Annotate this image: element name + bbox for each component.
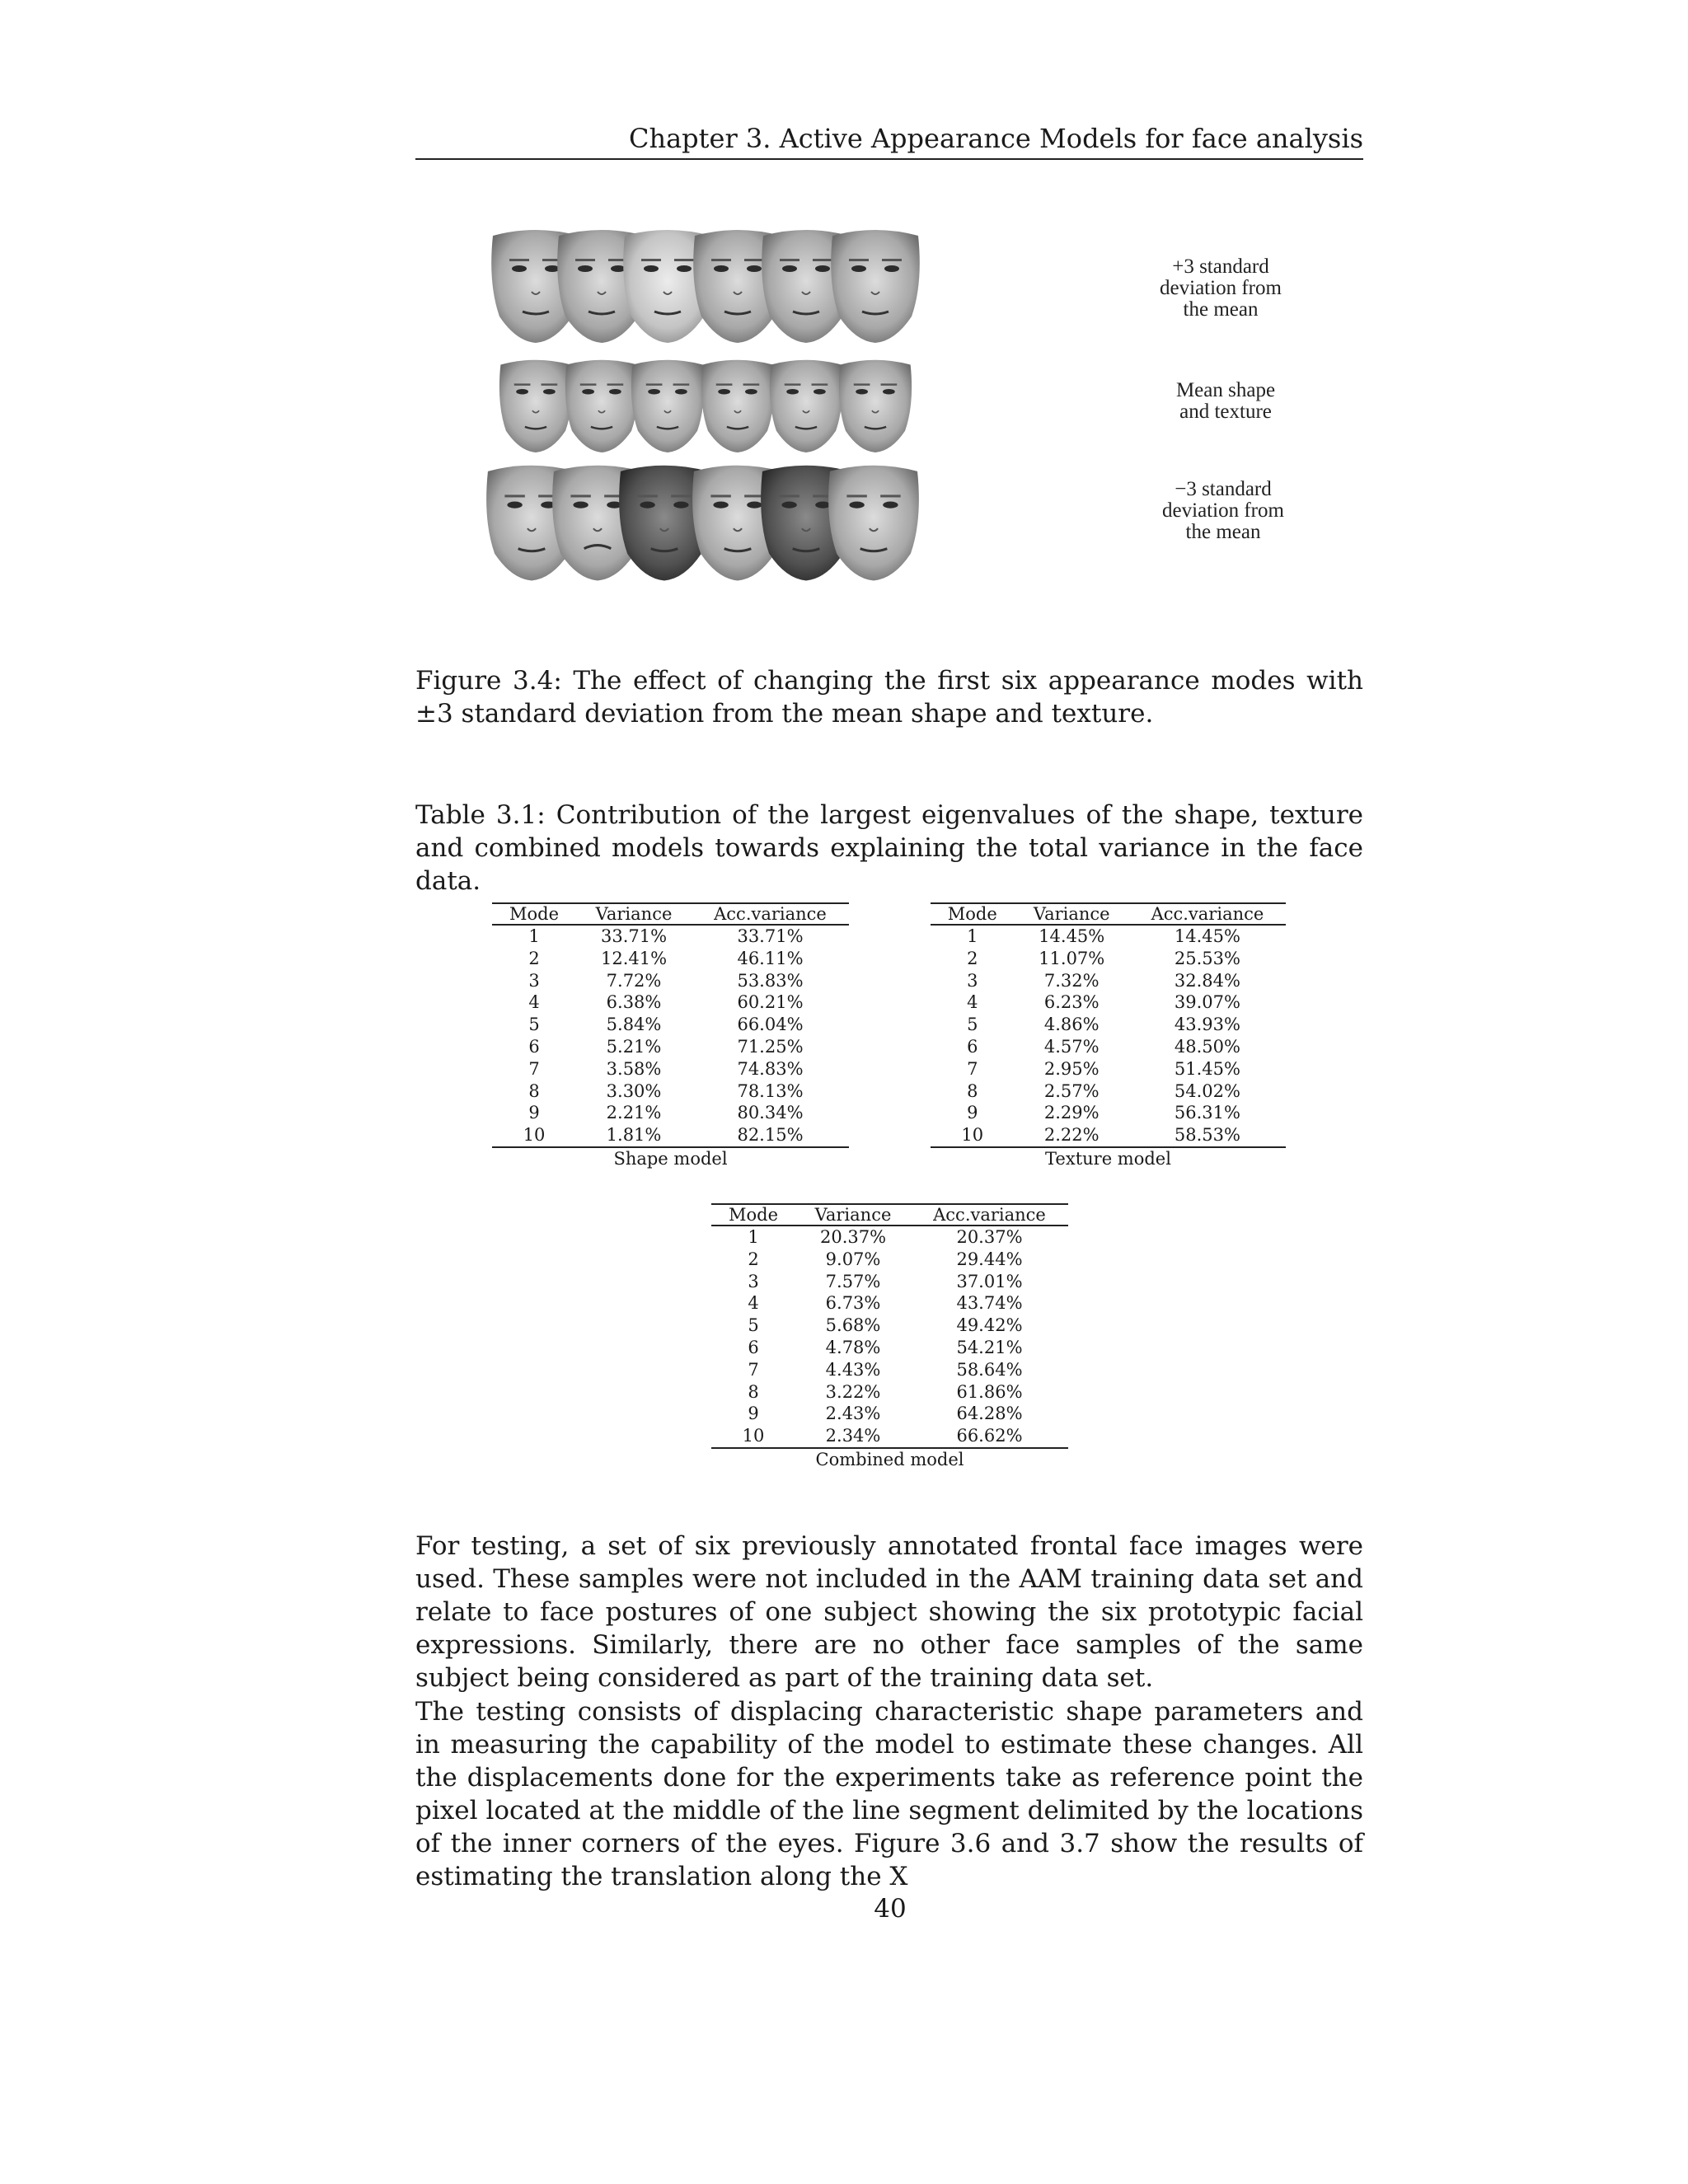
face-mean-1 xyxy=(499,360,572,452)
table-cell: 14.45% xyxy=(1174,926,1240,946)
row-label-plus3 xyxy=(1160,255,1282,321)
table-cell: 6 xyxy=(748,1337,759,1357)
table-cell: 39.07% xyxy=(1174,992,1240,1013)
svg-text:the mean: the mean xyxy=(1185,521,1261,543)
table-row xyxy=(492,1124,849,1147)
table-row xyxy=(931,948,1286,970)
body-paragraph: The testing consists of displacing characteristic shape parameters and in measuring the capability of the model to estimate these changes. All the displacements done for the experiments take as reference point the pixel located at the middle of the line segment delimited by the locations of the inner corners of the eyes. Figure 3.6 and 3.7 show the results of estimating the translation along the X xyxy=(415,1697,1363,1891)
table-cell: 56.31% xyxy=(1174,1103,1240,1123)
table-cell: 8 xyxy=(528,1080,540,1101)
table-cell: 7 xyxy=(528,1058,540,1079)
table-cell: 2.34% xyxy=(795,1425,911,1448)
table-row xyxy=(931,1102,1286,1124)
table-cell: 10 xyxy=(492,1124,576,1147)
table-cell: 4 xyxy=(748,1293,759,1314)
table-cell: 61.86% xyxy=(956,1381,1023,1402)
table-row xyxy=(931,925,1286,948)
table-row xyxy=(711,1425,1068,1448)
table-cell: 4.43% xyxy=(825,1359,881,1380)
table-cell: 1 xyxy=(528,926,540,946)
table-cell: 3.22% xyxy=(825,1381,881,1402)
column-header: Mode xyxy=(492,903,576,925)
table-cell: 12.41% xyxy=(600,948,668,968)
table-cell: 2.43% xyxy=(825,1404,881,1424)
table-cell: 74.83% xyxy=(737,1058,804,1079)
table-cell: 7.32% xyxy=(1043,970,1100,991)
table-cell: 8 xyxy=(967,1080,978,1101)
table-cell: 6.23% xyxy=(1043,992,1100,1013)
column-header: Acc.variance xyxy=(1129,903,1286,925)
table-cell: 3 xyxy=(748,1271,759,1291)
table-row xyxy=(711,1359,1068,1381)
table-cell: 7 xyxy=(748,1359,759,1380)
table-cell: 20.37% xyxy=(956,1227,1023,1247)
svg-text:deviation from: deviation from xyxy=(1160,277,1282,299)
column-header: Variance xyxy=(1015,903,1129,925)
table-cell: 2 xyxy=(528,948,540,968)
table-cell: 7.57% xyxy=(825,1271,881,1291)
combined-model-table xyxy=(711,1203,1068,1470)
table-cell: 5.84% xyxy=(606,1015,662,1035)
table-cell: 25.53% xyxy=(1174,948,1240,968)
face-mean-2 xyxy=(565,360,638,452)
table-cell: 33.71% xyxy=(737,926,804,946)
table-cell: 4 xyxy=(967,992,978,1013)
table-cell: 10 xyxy=(931,1124,1015,1147)
table-cell: 2.21% xyxy=(606,1103,662,1123)
shape-model-caption: Shape model xyxy=(613,1148,728,1169)
column-header: Mode xyxy=(931,903,1015,925)
row-label-minus3 xyxy=(1162,478,1284,543)
running-title: Chapter 3. Active Appearance Models for face analysis xyxy=(415,122,1363,160)
table-cell: 2 xyxy=(967,948,978,968)
table-cell: 6.38% xyxy=(606,992,662,1013)
table-cell: 71.25% xyxy=(737,1036,804,1057)
table-row xyxy=(931,1124,1286,1147)
svg-text:−3 standard: −3 standard xyxy=(1175,478,1272,500)
table-cell: 33.71% xyxy=(600,926,668,946)
table-row xyxy=(711,1337,1068,1359)
figure-caption: Figure 3.4: The effect of changing the first six appearance modes with ±3 standard deviation from the mean shape and texture. xyxy=(415,666,1363,729)
table-cell: 7 xyxy=(967,1058,978,1079)
column-header: Acc.variance xyxy=(911,1204,1068,1226)
table-row xyxy=(492,991,849,1014)
page-number: 40 xyxy=(874,1894,907,1924)
table-cell: 5 xyxy=(748,1315,759,1336)
table-cell: 4.86% xyxy=(1043,1015,1100,1035)
table-cell: 1 xyxy=(748,1227,759,1247)
table-cell: 4.57% xyxy=(1043,1036,1100,1057)
svg-text:+3 standard: +3 standard xyxy=(1172,255,1269,278)
table-cell: 64.28% xyxy=(956,1404,1023,1424)
table-row xyxy=(711,1292,1068,1315)
table-cell: 9 xyxy=(967,1103,978,1123)
table-cell: 49.42% xyxy=(956,1315,1023,1336)
face-mean-5 xyxy=(770,360,842,452)
table-cell: 43.93% xyxy=(1174,1015,1240,1035)
table-cell: 29.44% xyxy=(956,1249,1023,1269)
table-row xyxy=(931,1014,1286,1036)
table-cell: 32.84% xyxy=(1174,970,1240,991)
table-cell: 54.02% xyxy=(1174,1080,1240,1101)
column-header: Mode xyxy=(711,1204,795,1226)
table-row xyxy=(931,1080,1286,1103)
table-cell: 6 xyxy=(967,1036,978,1057)
svg-text:deviation from: deviation from xyxy=(1162,499,1284,522)
table-cell: 5.68% xyxy=(825,1315,881,1336)
table-row xyxy=(711,1271,1068,1293)
svg-text:the mean: the mean xyxy=(1183,298,1259,321)
table-cell: 58.64% xyxy=(956,1359,1023,1380)
table-row xyxy=(931,991,1286,1014)
table-cell: 3 xyxy=(967,970,978,991)
table-cell: 10 xyxy=(711,1425,795,1448)
combined-model-caption: Combined model xyxy=(815,1449,964,1469)
table-row xyxy=(711,1249,1068,1271)
table-cell: 14.45% xyxy=(1039,926,1105,946)
table-cell: 20.37% xyxy=(819,1227,887,1247)
table-cell: 46.11% xyxy=(737,948,804,968)
table-row xyxy=(492,1058,849,1080)
column-header: Acc.variance xyxy=(692,903,849,925)
svg-text:and texture: and texture xyxy=(1179,401,1272,423)
table-cell: 54.21% xyxy=(956,1337,1023,1357)
table-cell: 9 xyxy=(748,1404,759,1424)
face-plus3-6 xyxy=(831,230,920,343)
table-cell: 2.57% xyxy=(1043,1080,1100,1101)
texture-model-table xyxy=(931,902,1286,1169)
table-cell: 48.50% xyxy=(1174,1036,1240,1057)
table-caption: Table 3.1: Contribution of the largest eigenvalues of the shape, texture and combined models towards explaining the total variance in the face data. xyxy=(415,800,1363,896)
table-row xyxy=(711,1381,1068,1404)
table-cell: 66.04% xyxy=(737,1015,804,1035)
table-cell: 51.45% xyxy=(1174,1058,1240,1079)
table-cell: 60.21% xyxy=(737,992,804,1013)
table-cell: 8 xyxy=(748,1381,759,1402)
table-cell: 4 xyxy=(528,992,540,1013)
table-cell: 6 xyxy=(528,1036,540,1057)
table-cell: 5 xyxy=(528,1015,540,1035)
row-label-mean xyxy=(1176,379,1275,423)
table-cell: 2.29% xyxy=(1043,1103,1100,1123)
column-header: Variance xyxy=(795,1204,911,1226)
face-mean-6 xyxy=(839,360,912,452)
table-cell: 43.74% xyxy=(956,1293,1023,1314)
table-row xyxy=(492,925,849,948)
table-cell: 2 xyxy=(748,1249,759,1269)
table-row xyxy=(711,1226,1068,1249)
table-row xyxy=(492,1036,849,1058)
table-row xyxy=(931,970,1286,992)
table-cell: 11.07% xyxy=(1039,948,1105,968)
body-paragraph: For testing, a set of six previously annotated frontal face images were used. These samples were not included in the AAM training data set and relate to face postures of one subject showing the six prototypic facial expressions. Similarly, there are no other face samples of the same subject being considered as part of the training data set. xyxy=(415,1531,1363,1693)
face-mean-4 xyxy=(701,360,774,452)
table-cell: 3.58% xyxy=(606,1058,662,1079)
table-cell: 1 xyxy=(967,926,978,946)
column-header: Variance xyxy=(576,903,692,925)
table-cell: 78.13% xyxy=(737,1080,804,1101)
table-cell: 66.62% xyxy=(911,1425,1068,1448)
table-cell: 58.53% xyxy=(1129,1124,1286,1147)
table-cell: 80.34% xyxy=(737,1103,804,1123)
figure-appearance-modes xyxy=(486,227,1319,590)
table-cell: 53.83% xyxy=(737,970,804,991)
face-grid-image xyxy=(486,227,1319,590)
table-cell: 5 xyxy=(967,1015,978,1035)
table-cell: 6.73% xyxy=(825,1293,881,1314)
table-row xyxy=(492,970,849,992)
table-cell: 9 xyxy=(528,1103,540,1123)
table-cell: 82.15% xyxy=(692,1124,849,1147)
table-cell: 37.01% xyxy=(956,1271,1023,1291)
table-row xyxy=(492,1014,849,1036)
table-cell: 3 xyxy=(528,970,540,991)
table-cell: 1.81% xyxy=(576,1124,692,1147)
table-row xyxy=(711,1315,1068,1337)
table-row xyxy=(492,1102,849,1124)
table-cell: 5.21% xyxy=(606,1036,662,1057)
table-cell: 3.30% xyxy=(606,1080,662,1101)
table-row xyxy=(711,1403,1068,1425)
table-cell: 2.22% xyxy=(1015,1124,1129,1147)
shape-model-table xyxy=(492,902,849,1169)
table-cell: 7.72% xyxy=(606,970,662,991)
face-mean-3 xyxy=(631,360,704,452)
table-row xyxy=(931,1036,1286,1058)
table-row xyxy=(931,1058,1286,1080)
svg-text:Mean shape: Mean shape xyxy=(1175,379,1276,401)
table-cell: 2.95% xyxy=(1043,1058,1100,1079)
table-row xyxy=(492,1080,849,1103)
texture-model-caption: Texture model xyxy=(1045,1148,1171,1169)
table-cell: 9.07% xyxy=(825,1249,881,1269)
table-row xyxy=(492,948,849,970)
table-cell: 4.78% xyxy=(825,1337,881,1357)
face-minus3-6 xyxy=(828,466,919,581)
